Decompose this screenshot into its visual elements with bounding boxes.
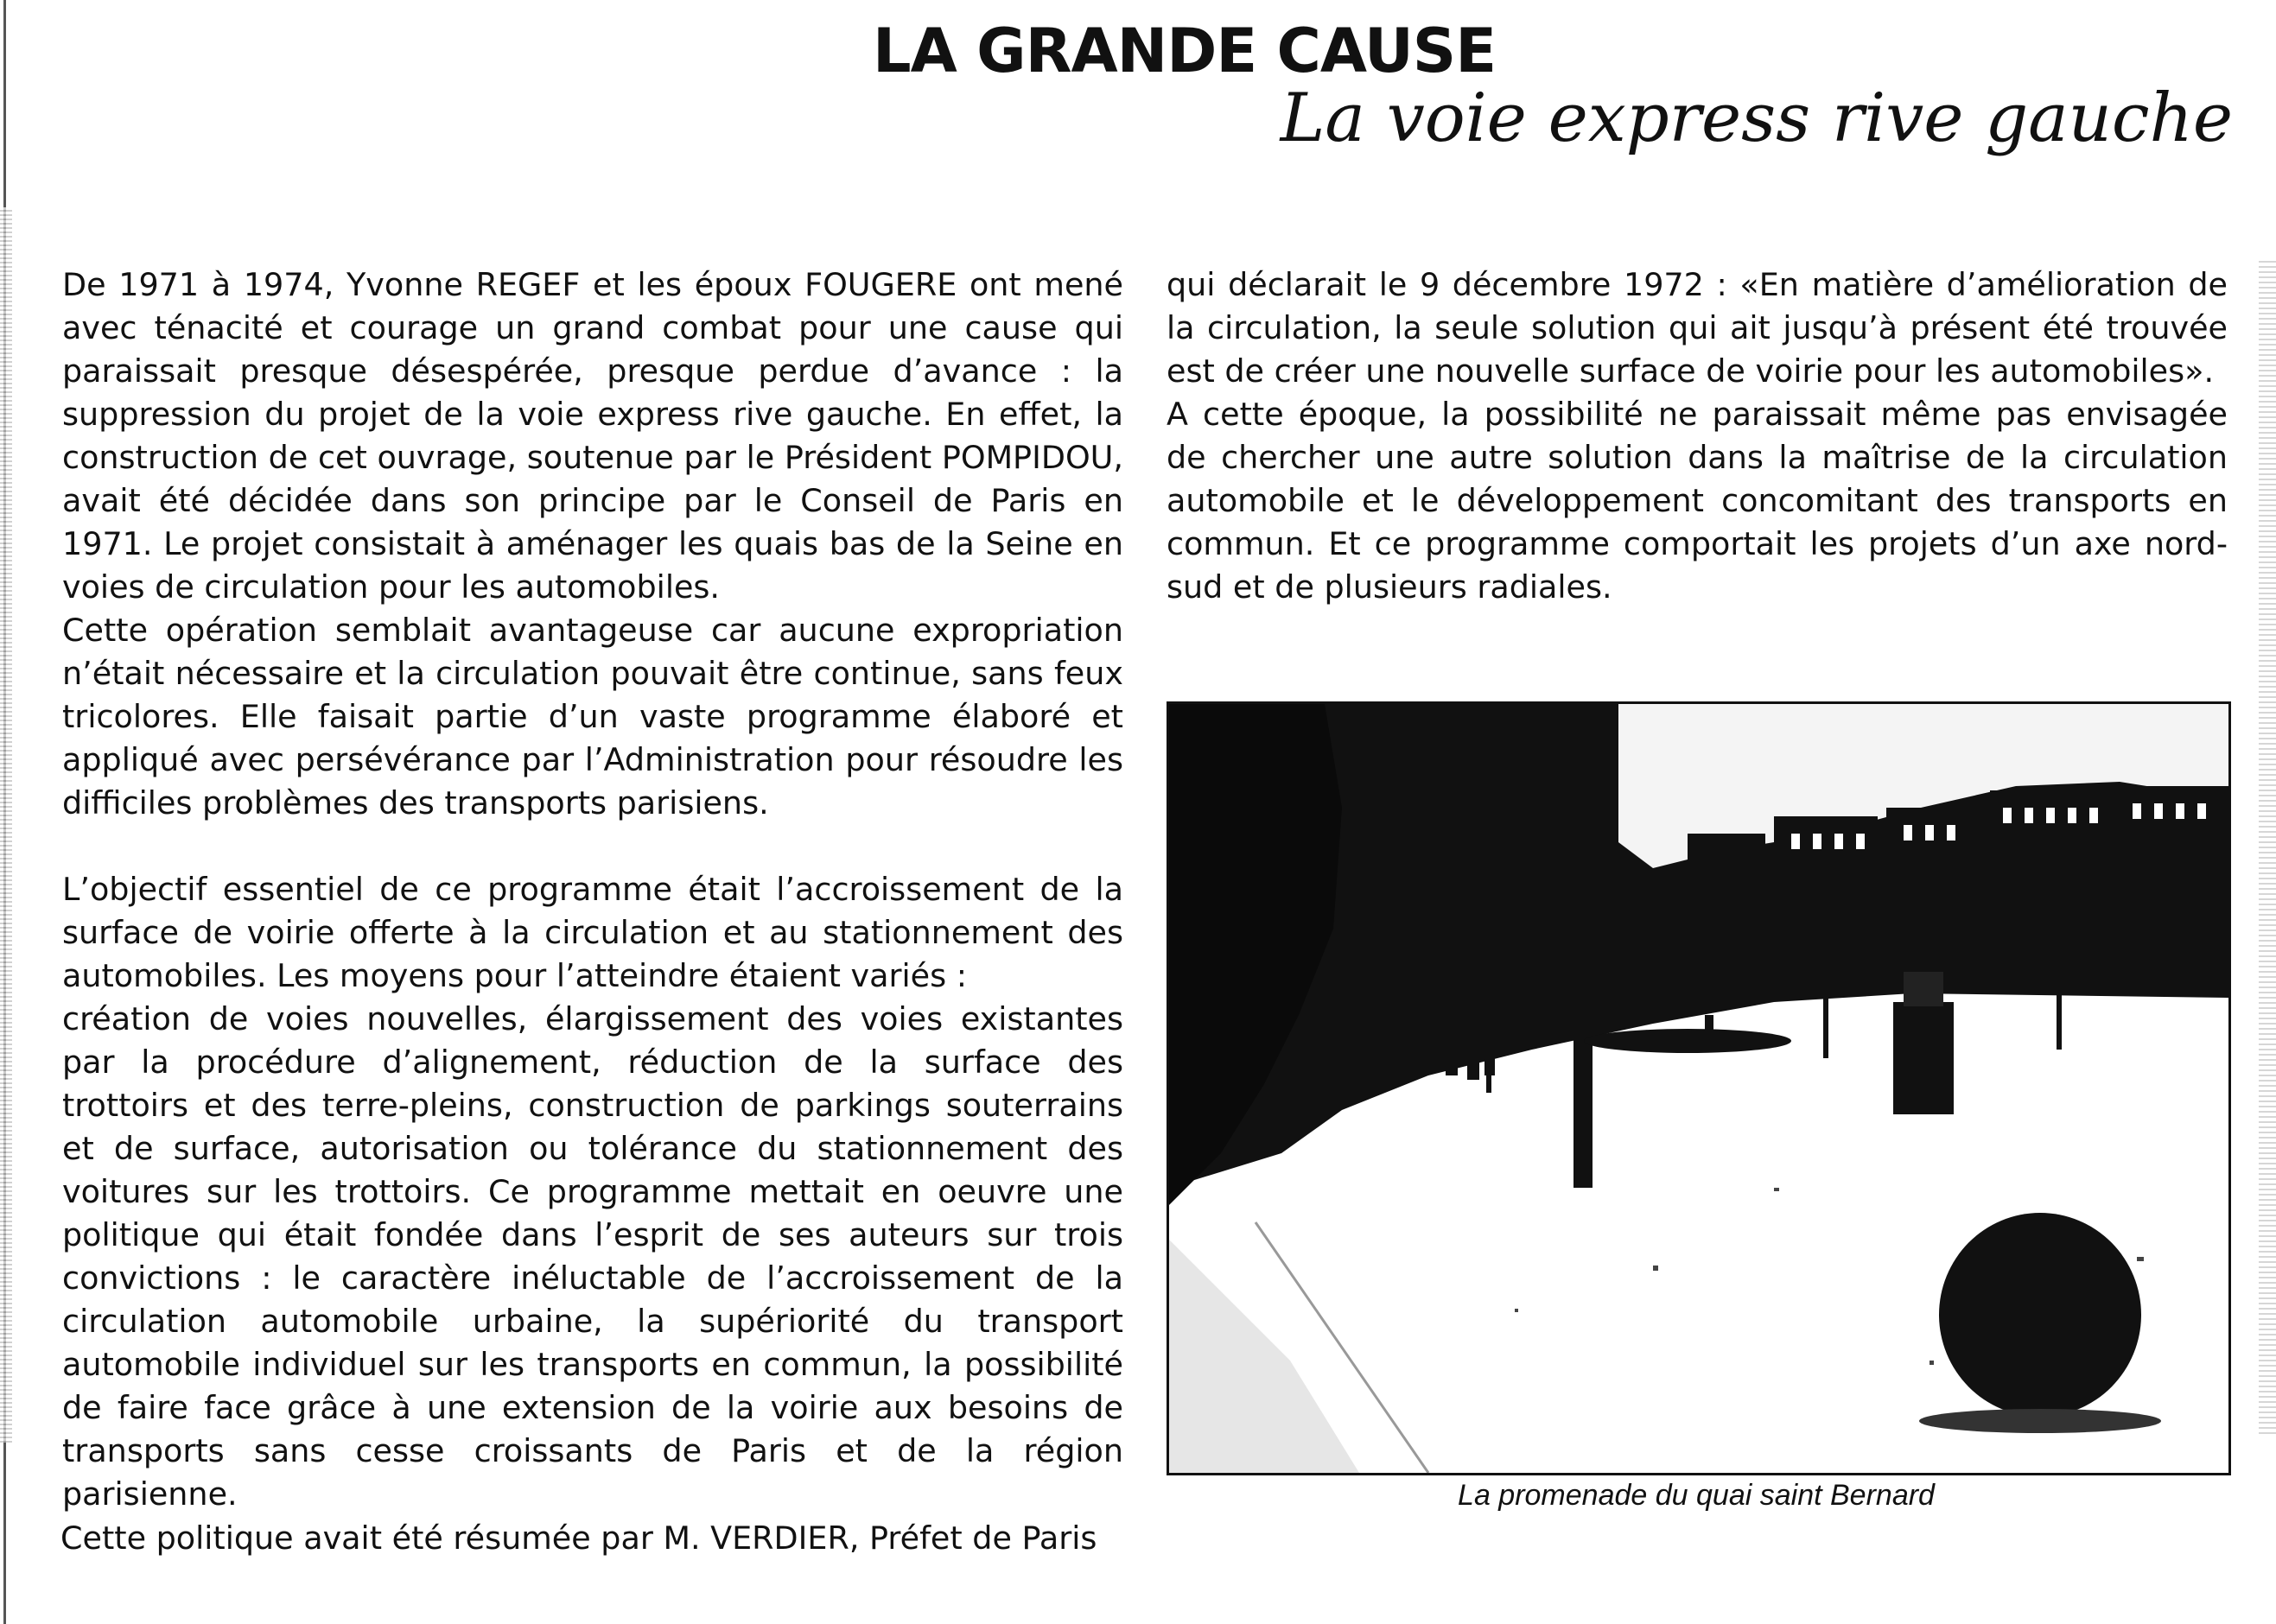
paragraph: qui déclarait le 9 décembre 1972 : «En matière d’amélioration de la circulation, la seule solution qui ait jusqu’à présent été trouvée est de créer une nouvelle surface de voirie pour les automobiles».: [1167, 266, 2228, 390]
page-subtitle: La voie express rive gauche: [1280, 79, 2233, 157]
paragraph: De 1971 à 1974, Yvonne REGEF et les époux FOUGERE ont mené avec ténacité et courage un grand combat pour une cause qui paraissait presque désespérée, presque perdue d’avance : la suppression du projet de la voie express rive gauche. En effet, la construction de cet ouvrage, soutenue par le Président POMPIDOU, avait été décidée dans son principe par le Conseil de Paris en 1971. Le projet consistait à aménager les quais bas de la Seine en voies de circulation pour les automobiles.: [62, 266, 1123, 606]
page-title: LA GRANDE CAUSE: [873, 16, 1497, 86]
right-column: [1167, 263, 2228, 609]
quai-photo: [1167, 701, 2231, 1475]
paragraph: A cette époque, la possibilité ne paraissait même pas envisagée de chercher une autre solution dans la maîtrise de la circulation automobile et le développement concomitant des transports en commun. Et ce programme comportait les projets d’un axe nord-sud et de plusieurs radiales.: [1167, 396, 2228, 606]
photo-caption: La promenade du quai saint Bernard: [1458, 1479, 1935, 1512]
left-column: [62, 263, 1123, 1516]
paragraph: Cette politique avait été résumée par M. VERDIER, Préfet de Paris: [60, 1519, 1097, 1557]
scan-margin-right: [2259, 259, 2276, 1434]
paragraph: Cette opération semblait avantageuse car aucune expropriation n’était nécessaire et la circulation pouvait être continue, sans feux tricolores. Elle faisait partie d’un vaste programme élaboré et appliqué avec persévérance par l’Administration pour résoudre les difficiles problèmes des transports parisiens.: [62, 612, 1123, 822]
scan-margin-left: [0, 207, 12, 1443]
paragraph: L’objectif essentiel de ce programme était l’accroissement de la surface de voirie offerte à la circulation et au stationnement des automobiles. Les moyens pour l’atteindre étaient variés :: [62, 871, 1123, 994]
photo-illustration: [1169, 704, 2228, 1473]
paragraph: création de voies nouvelles, élargissement des voies existantes par la procédure d’alignement, réduction de la surface des trottoirs et des terre-pleins, construction de parkings souterrains et de surface, autorisation ou tolérance du stationnement des voitures sur les trottoirs. Ce programme mettait en oeuvre une politique qui était fondée dans l’esprit de ses auteurs sur trois convictions : le caractère inéluctable de l’accroissement de la circulation automobile urbaine, la supériorité du transport automobile individuel sur les transports en commun, la possibilité de faire face grâce à une extension de la voirie aux besoins de transports sans cesse croissants de Paris et de la région parisienne.: [62, 1000, 1123, 1513]
